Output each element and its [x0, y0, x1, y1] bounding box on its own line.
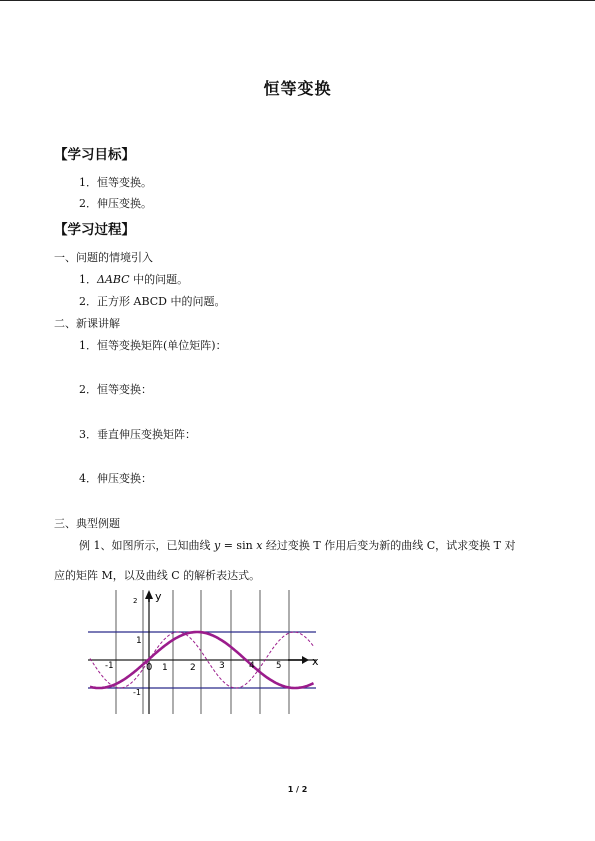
section-1-item-1 [79, 271, 188, 287]
x-tick-label: 4 [249, 661, 255, 671]
item-text: 中的问题。 [133, 273, 189, 286]
item-number: 1． [79, 273, 97, 286]
section-2-title: 二、新课讲解 [54, 317, 120, 330]
x-tick-label: 1 [162, 663, 168, 673]
section-1-title: 一、问题的情境引入 [54, 251, 153, 264]
sine-transform-figure [88, 588, 320, 714]
page-number: 1 / 2 [287, 785, 308, 794]
y-tick-label: 2 [133, 597, 138, 605]
x-tick-label: 3 [219, 661, 225, 671]
x-axis-arrow [288, 656, 309, 664]
x-tick-label: 2 [190, 663, 196, 673]
x-tick-label: 5 [276, 661, 282, 671]
page-top-border [0, 0, 595, 1]
goals-heading: 【学习目标】 [54, 147, 135, 163]
math-x: x [256, 539, 263, 552]
x-tick-label: 0 [146, 662, 153, 673]
math-sin: = sin [220, 539, 257, 552]
triangle-abc-math: ΔABC [97, 273, 130, 286]
x-tick-label: -1 [105, 661, 114, 671]
section-2-item-2: 2．恒等变换： [79, 383, 152, 396]
section-2-item-1: 1．恒等变换矩阵(单位矩阵)： [79, 339, 227, 352]
section-3-title: 三、典型例题 [54, 517, 120, 530]
math-y: y [214, 539, 221, 552]
x-axis-label: x [312, 655, 319, 668]
section-1-item-2: 2．正方形 ABCD 中的问题。 [79, 295, 226, 308]
goal-item-2: 2．伸压变换。 [79, 197, 152, 210]
process-heading: 【学习过程】 [54, 222, 135, 238]
example-1-line-1 [79, 537, 515, 553]
section-2-item-3: 3．垂直伸压变换矩阵： [79, 428, 196, 441]
section-2-item-4: 4．伸压变换： [79, 472, 152, 485]
graph-grid [88, 590, 316, 714]
example-prefix: 例 1、如图所示，已知曲线 [79, 539, 211, 552]
example-suffix: 经过变换 T 作用后变为新的曲线 C，试求变换 T 对 [265, 539, 516, 552]
example-1-line-2: 应的矩阵 M，以及曲线 C 的解析表达式。 [54, 569, 261, 582]
page-title: 恒等变换 [263, 79, 332, 98]
y-tick-label: -1 [133, 688, 141, 697]
y-tick-label: 1 [136, 636, 142, 646]
y-axis-arrow [145, 590, 153, 602]
goal-item-1: 1．恒等变换。 [79, 176, 152, 189]
y-axis-label: y [155, 590, 162, 603]
